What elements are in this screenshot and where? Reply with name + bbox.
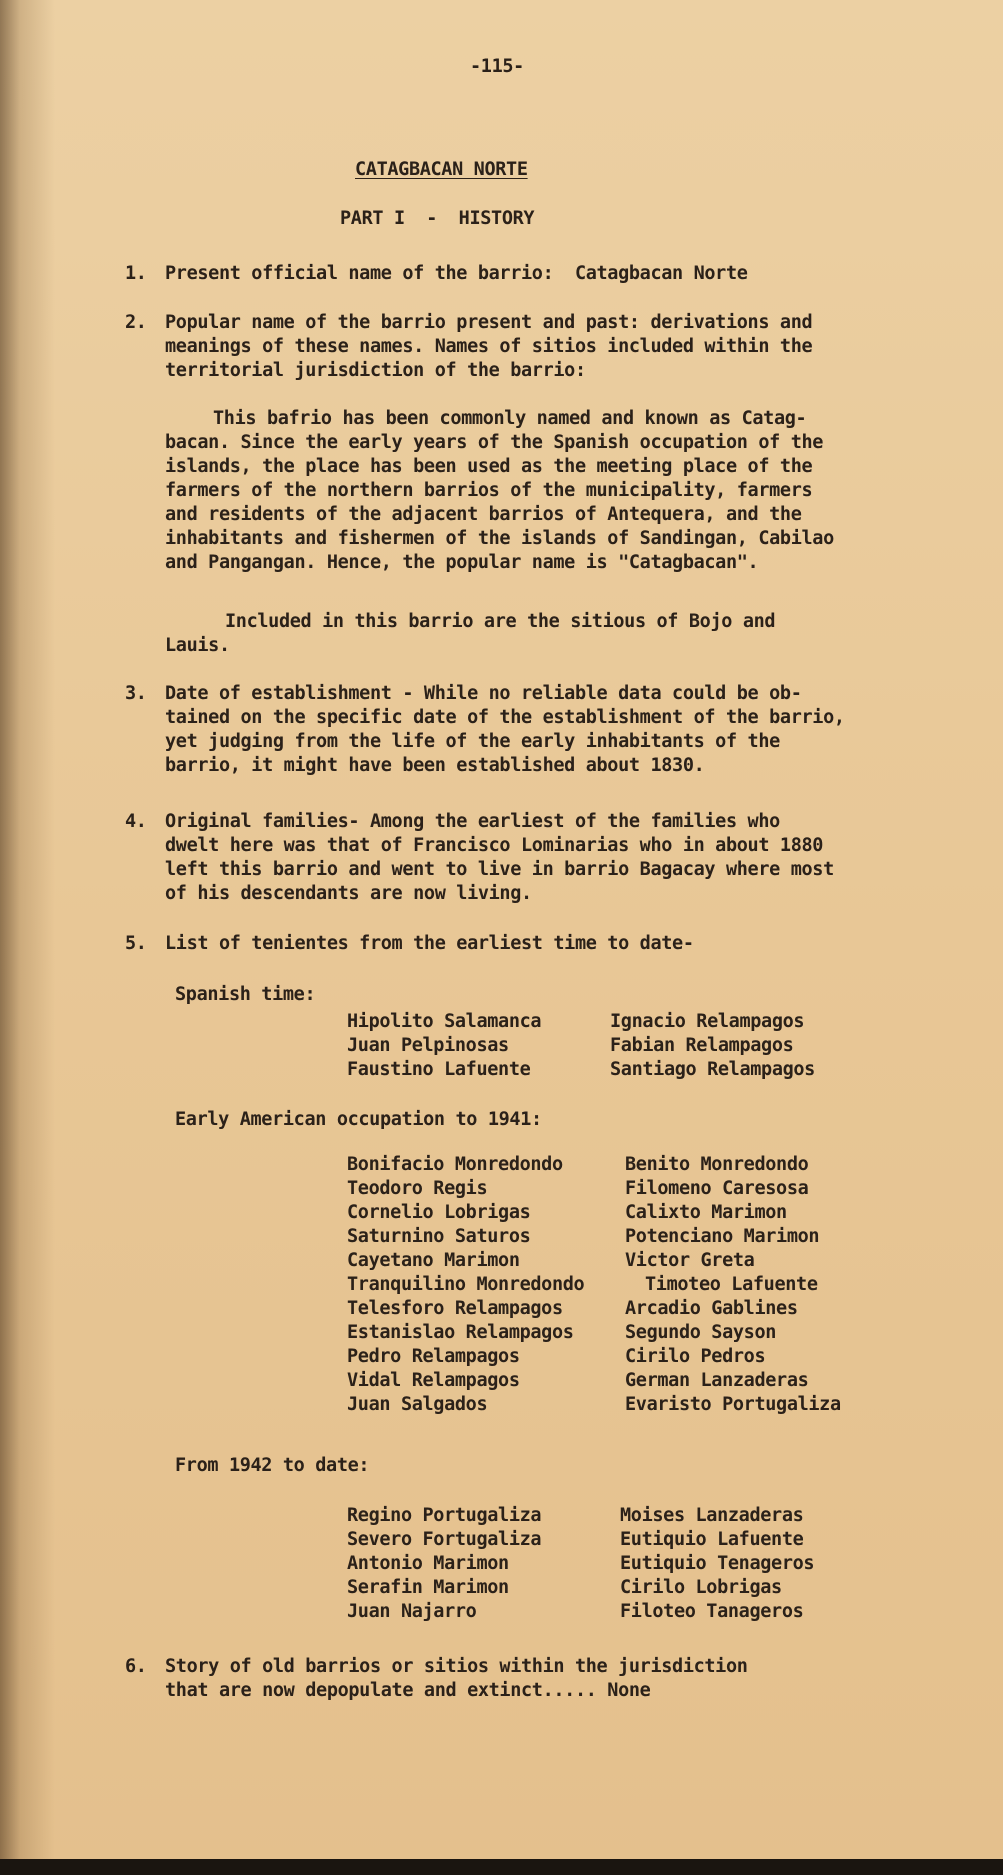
- item-line: of his descendants are now living.: [165, 883, 532, 904]
- paragraph-line: farmers of the northern barrios of the municipality, farmers: [165, 480, 813, 501]
- paragraph-line: and residents of the adjacent barrios of Antequera, and the: [165, 504, 802, 525]
- teniente-name: Moises Lanzaderas: [620, 1505, 804, 1526]
- document-title: CATAGBACAN NORTE: [355, 159, 528, 180]
- item-number: 1.: [125, 263, 147, 284]
- teniente-name: Cayetano Marimon: [347, 1250, 520, 1271]
- paragraph-line: and Pangangan. Hence, the popular name is "Catagbacan".: [165, 552, 759, 573]
- page-number: -115-: [470, 56, 524, 77]
- item-line: Popular name of the barrio present and past: derivations and: [165, 312, 813, 333]
- teniente-name: Calixto Marimon: [625, 1202, 787, 1223]
- teniente-name: Cirilo Pedros: [625, 1346, 766, 1367]
- teniente-name: Fabian Relampagos: [610, 1035, 794, 1056]
- teniente-name: Antonio Marimon: [347, 1553, 509, 1574]
- teniente-name: Juan Najarro: [347, 1601, 477, 1622]
- teniente-name: Saturnino Saturos: [347, 1226, 531, 1247]
- teniente-name: Severo Fortugaliza: [347, 1529, 542, 1550]
- item-line: dwelt here was that of Francisco Lominarias who in about 1880: [165, 835, 824, 856]
- teniente-name: Bonifacio Monredondo: [347, 1154, 563, 1175]
- teniente-name: Juan Pelpinosas: [347, 1035, 509, 1056]
- teniente-name: Juan Salgados: [347, 1394, 488, 1415]
- teniente-name: Segundo Sayson: [625, 1322, 777, 1343]
- teniente-name: Eutiquio Lafuente: [620, 1529, 804, 1550]
- part-heading: PART I - HISTORY: [340, 208, 535, 229]
- item-line: tained on the specific date of the establishment of the barrio,: [165, 707, 845, 728]
- item-line: left this barrio and went to live in barrio Bagacay where most: [165, 859, 834, 880]
- item-line: Date of establishment - While no reliable data could be ob-: [165, 683, 802, 704]
- item-line: that are now depopulate and extinct..... None: [165, 1680, 651, 1701]
- item-line: Present official name of the barrio: Catagbacan Norte: [165, 263, 748, 284]
- item-number: 3.: [125, 683, 147, 704]
- item-line: List of tenientes from the earliest time to date-: [165, 933, 694, 954]
- item-number: 5.: [125, 933, 147, 954]
- teniente-name: Pedro Relampagos: [347, 1346, 520, 1367]
- paragraph-line: This bafrio has been commonly named and known as Catag-: [213, 408, 807, 429]
- teniente-name: Evaristo Portugaliza: [625, 1394, 841, 1415]
- teniente-name: Vidal Relampagos: [347, 1370, 520, 1391]
- teniente-name: Faustino Lafuente: [347, 1059, 531, 1080]
- teniente-name: Tranquilino Monredondo: [347, 1274, 585, 1295]
- teniente-name: Hipolito Salamanca: [347, 1011, 542, 1032]
- teniente-name: Cirilo Lobrigas: [620, 1577, 782, 1598]
- teniente-name: Benito Monredondo: [625, 1154, 809, 1175]
- teniente-name: Telesforo Relampagos: [347, 1298, 563, 1319]
- item-line: barrio, it might have been established about 1830.: [165, 755, 705, 776]
- teniente-name: Arcadio Gablines: [625, 1298, 798, 1319]
- paragraph-line: bacan. Since the early years of the Spanish occupation of the: [165, 432, 824, 453]
- teniente-name: Santiago Relampagos: [610, 1059, 815, 1080]
- section-label: Early American occupation to 1941:: [175, 1109, 542, 1130]
- teniente-name: Filoteo Tanageros: [620, 1601, 804, 1622]
- teniente-name: Potenciano Marimon: [625, 1226, 820, 1247]
- teniente-name: Regino Portugaliza: [347, 1505, 542, 1526]
- teniente-name: Timoteo Lafuente: [645, 1274, 818, 1295]
- item-line: Original families- Among the earliest of the families who: [165, 811, 780, 832]
- item-line: territorial jurisdiction of the barrio:: [165, 360, 586, 381]
- scan-bottom-edge: [0, 1859, 1003, 1875]
- paragraph-line: Included in this barrio are the sitious of Bojo and: [225, 611, 776, 632]
- teniente-name: Ignacio Relampagos: [610, 1011, 805, 1032]
- paragraph-line: inhabitants and fishermen of the islands of Sandingan, Cabilao: [165, 528, 834, 549]
- teniente-name: Serafin Marimon: [347, 1577, 509, 1598]
- teniente-name: Estanislao Relampagos: [347, 1322, 574, 1343]
- item-number: 4.: [125, 811, 147, 832]
- section-label: Spanish time:: [175, 984, 316, 1005]
- teniente-name: German Lanzaderas: [625, 1370, 809, 1391]
- paragraph-line: islands, the place has been used as the meeting place of the: [165, 456, 813, 477]
- paragraph-line: Lauis.: [165, 635, 230, 656]
- item-number: 2.: [125, 312, 147, 333]
- item-line: yet judging from the life of the early inhabitants of the: [165, 731, 780, 752]
- item-number: 6.: [125, 1656, 147, 1677]
- teniente-name: Cornelio Lobrigas: [347, 1202, 531, 1223]
- teniente-name: Filomeno Caresosa: [625, 1178, 809, 1199]
- teniente-name: Eutiquio Tenageros: [620, 1553, 815, 1574]
- item-line: Story of old barrios or sitios within the jurisdiction: [165, 1656, 748, 1677]
- item-line: meanings of these names. Names of sitios included within the: [165, 336, 813, 357]
- section-label: From 1942 to date:: [175, 1455, 370, 1476]
- teniente-name: Victor Greta: [625, 1250, 755, 1271]
- teniente-name: Teodoro Regis: [347, 1178, 488, 1199]
